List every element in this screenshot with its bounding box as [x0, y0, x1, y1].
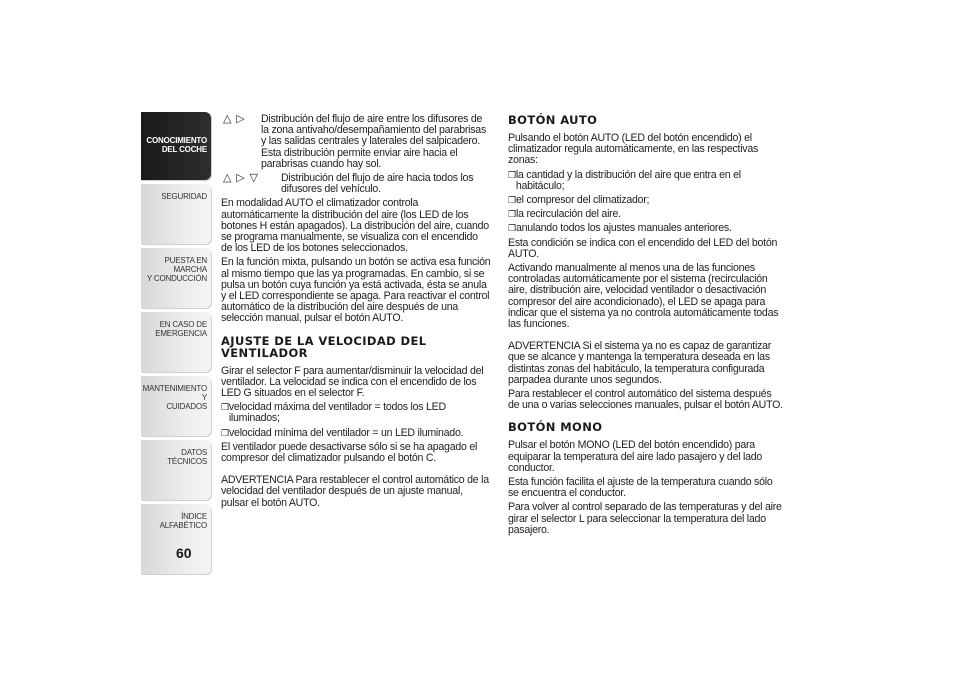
tab-mantenimiento[interactable]: MANTENIMIENTO Y CUIDADOS [141, 376, 211, 436]
list-item-text: velocidad mínima del ventilador = un LED iluminado. [229, 426, 464, 439]
section-heading: BOTÓN AUTO [508, 113, 598, 127]
paragraph: Esta función facilita el ajuste de la temperatura cuando sólo se encuentra el conductor. [508, 476, 773, 500]
distribution-icons [223, 114, 261, 125]
list-item [508, 209, 783, 220]
paragraph: Pulsar el botón MONO (LED del botón encendido) para equiparar la temperatura del aire lado pasajero y del lado conductor. [508, 439, 763, 474]
left-column [221, 114, 491, 512]
distribution-symbols-row [221, 173, 491, 195]
paragraph: En la función mixta, pulsando un botón se activa esa función al mismo tiempo que las ya programadas. En cambio, si se pulsa un botón cuya función ya está activada, ésta se anula y el LED correspondiente se apaga. Para reactivar el control automático de la distribución del aire después de una selección manual, pulsar el botón AUTO. [221, 256, 491, 325]
warning-paragraph: ADVERTENCIA Para restablecer el control automático de la velocidad del ventilador después de un ajuste manual, pulsar el botón AUTO. [221, 474, 489, 509]
checkbox-bullet-icon: ❒ [508, 195, 516, 206]
list-item-text: la recirculación del aire. [516, 208, 621, 221]
tab-conocimiento-del-coche[interactable]: CONOCIMIENTO DEL COCHE [141, 112, 211, 180]
distribution-symbols-row [221, 114, 491, 170]
list-item [508, 170, 783, 192]
triangle-down-icon: ▽ [249, 172, 258, 185]
list-item [221, 402, 491, 424]
list-item-text: el compresor del climatizador; [516, 194, 650, 207]
paragraph: Para restablecer el control automático del sistema después de una o varias selecciones manuales, pulsar el botón AUTO. [508, 388, 783, 412]
tab-indice-alfabetico[interactable]: ÍNDICE ALFABÉTICO [141, 504, 211, 574]
distribution-text: Distribución del flujo de aire entre los difusores de la zona antivaho/desempañamiento del parabrisas y las salidas centrales y laterales del salpicadero. Esta distribución permite enviar aire hacia el parabrisas cuando hay sol. [261, 113, 486, 170]
checkbox-bullet-icon: ❒ [508, 209, 516, 220]
right-column [508, 114, 783, 539]
paragraph: Girar el selector F para aumentar/disminuir la velocidad del ventilador. La velocidad se indica con el encendido de los LED G situados en el selector F. [221, 364, 484, 400]
list-item [508, 223, 783, 234]
distribution-icons [223, 173, 281, 184]
paragraph: En modalidad AUTO el climatizador controla automáticamente la distribución del aire (los LED de los botones H están apagados). La distribución del aire, cuando se programa manualmente, se visualiza con el encendido de los LED de los botones seleccionados. [221, 197, 489, 255]
tab-en-caso-de-emergencia[interactable]: EN CASO DE EMERGENCIA [141, 312, 211, 372]
paragraph: Para volver al control separado de las temperaturas y del aire girar el selector L para seleccionar la temperatura del lado pasajero. [508, 501, 782, 536]
triangle-right-icon: ▷ [236, 113, 245, 125]
list-item-text: la cantidad y la distribución del aire que entra en el habitáculo; [515, 168, 741, 192]
list-item [508, 195, 783, 206]
distribution-text: Distribución del flujo de aire hacia todos los difusores del vehículo. [281, 172, 474, 196]
list-item-text: anulando todos los ajustes manuales anteriores. [516, 222, 732, 235]
checkbox-bullet-icon: ❒ [508, 223, 516, 234]
triangle-right-icon: ▷ [236, 172, 245, 185]
tab-puesta-en-marcha[interactable]: PUESTA EN MARCHA Y CONDUCCIÓN [141, 248, 211, 308]
chapter-sidebar [141, 112, 211, 578]
checkbox-bullet-icon: ❒ [508, 169, 516, 180]
paragraph: Activando manualmente al menos una de las funciones controladas automáticamente por el sistema (recirculación aire, distribución aire, velocidad ventilador o desactivación compresor del aire acondicionado), el LED se apaga para indicar que el sistema ya no controla automáticamente todas las funciones. [508, 262, 779, 331]
checkbox-bullet-icon: ❒ [221, 427, 229, 438]
tab-datos-tecnicos[interactable]: DATOS TÉCNICOS [141, 440, 211, 500]
list-item-text: velocidad máxima del ventilador = todos los LED iluminados; [228, 401, 446, 425]
triangle-up-icon: △ [223, 113, 232, 125]
paragraph: Pulsando el botón AUTO (LED del botón encendido) el climatizador regula automáticamente, en las respectivas zonas: [508, 132, 759, 167]
list-item [221, 428, 491, 439]
paragraph: El ventilador puede desactivarse sólo si se ha apagado el compresor del climatizador pulsando el botón C. [221, 440, 478, 465]
warning-paragraph: ADVERTENCIA Si el sistema ya no es capaz de garantizar que se alcance y mantenga la temperatura deseada en las distintas zonas del habitáculo, la temperatura configurada parpadea durante unos segundos. [508, 340, 772, 386]
tab-seguridad[interactable]: SEGURIDAD [141, 184, 211, 244]
checkbox-bullet-icon: ❒ [221, 402, 229, 413]
triangle-up-icon: △ [223, 172, 232, 185]
page-number: 60 [176, 545, 192, 561]
section-heading: BOTÓN MONO [508, 420, 603, 435]
paragraph: Esta condición se indica con el encendido del LED del botón AUTO. [508, 236, 778, 260]
section-heading: AJUSTE DE LA VELOCIDAD DEL VENTILADOR [221, 333, 427, 360]
